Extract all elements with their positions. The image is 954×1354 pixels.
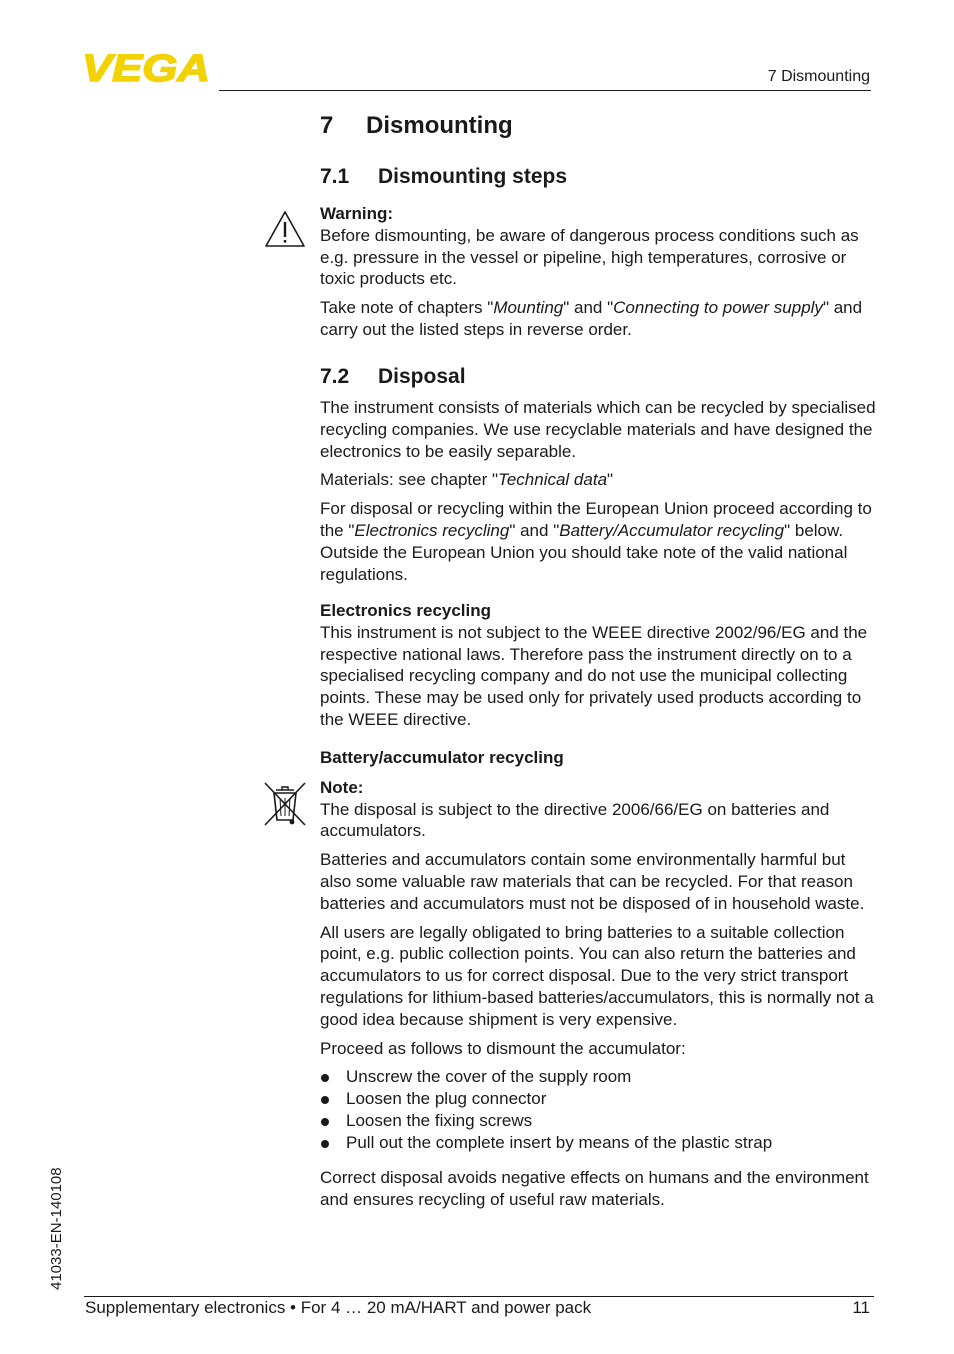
section-number: 7.1	[320, 165, 350, 188]
chapter-number: 7	[320, 112, 334, 139]
battery-paragraph-2: All users are legally obligated to bring batteries to a suitable collection point, e.g. public collection points. You can also return the batteries and accumulators to us for correct disposal. Due to the very strict transport regulations for lithium-based batteries/accumulators, this is normally not a good idea because shipment is very expensive.	[320, 922, 874, 1029]
closing-paragraph: Correct disposal avoids negative effects on humans and the environment and ensures recycling of useful raw materials.	[320, 1168, 869, 1210]
disposal-intro: The instrument consists of materials which can be recycled by specialised recycling companies. We use recyclable materials and have designed the electronics to be easily separable.	[320, 398, 876, 461]
page-number: 11	[852, 1298, 870, 1317]
list-item: Pull out the complete insert by means of the plastic strap	[320, 1132, 876, 1154]
materials-text: "	[607, 470, 614, 490]
section-heading-disposal	[320, 364, 466, 390]
list-item: Loosen the plug connector	[320, 1088, 876, 1110]
ref-technical-data: Technical data	[498, 470, 608, 490]
ref-connecting: Connecting to power supply	[613, 298, 823, 318]
warning-block	[320, 203, 876, 341]
ref-electronics-recycling: Electronics recycling	[354, 520, 510, 540]
battery-heading: Battery/accumulator recycling	[320, 748, 564, 767]
dismount-steps-list	[320, 1066, 876, 1154]
eu-disposal-paragraph	[320, 498, 876, 585]
section-heading-dismounting-steps	[320, 164, 567, 190]
vega-logo	[82, 50, 212, 84]
eu-text: " below. Outside the European Union you should take note of the valid national regulations.	[320, 520, 848, 584]
battery-paragraph-1: Batteries and accumulators contain some environmentally harmful but also some valuable raw materials that can be recycled. For that reason batteries and accumulators must not be disposed of in household waste.	[320, 850, 865, 913]
electronics-heading: Electronics recycling	[320, 601, 492, 620]
eu-text: " and "	[509, 520, 560, 540]
section-title: Disposal	[378, 365, 466, 388]
ref-battery-recycling: Battery/Accumulator recycling	[559, 520, 785, 540]
materials-text: Materials: see chapter "	[320, 470, 499, 490]
header-chapter-label: 7 Dismounting	[767, 68, 870, 85]
warning-label: Warning:	[320, 204, 394, 223]
eu-text: For disposal or recycling within the European Union proceed according to the "	[320, 499, 872, 540]
note-label: Note:	[320, 777, 364, 797]
document-code: 41033-EN-140108	[48, 1167, 65, 1290]
note-text: The disposal is subject to the directive 2006/66/EG on batteries and accumulators.	[320, 799, 830, 841]
reverse-order-note	[320, 297, 876, 341]
note-text: " and "	[563, 298, 614, 318]
warning-triangle-icon	[264, 210, 306, 248]
header-divider	[219, 90, 871, 91]
battery-recycling-block	[320, 747, 876, 1211]
list-item: Unscrew the cover of the supply room	[320, 1066, 876, 1088]
electronics-recycling-block	[320, 600, 876, 731]
logo-text: VEGA	[82, 50, 210, 84]
note-text: Take note of chapters "	[320, 298, 494, 318]
warning-text: Before dismounting, be aware of dangerous process conditions such as e.g. pressure in the vessel or pipeline, high temperatures, corrosive or toxic products etc.	[320, 225, 859, 289]
footer-divider	[84, 1296, 874, 1297]
materials-line	[320, 469, 876, 491]
crossed-out-wheelie-bin-icon	[262, 780, 308, 828]
proceed-text: Proceed as follows to dismount the accumulator:	[320, 1038, 686, 1058]
chapter-title: Dismounting	[366, 112, 513, 139]
list-item: Loosen the fixing screws	[320, 1110, 876, 1132]
section-title: Dismounting steps	[378, 165, 568, 188]
note-text: " and carry out the listed steps in reverse order.	[320, 298, 863, 339]
disposal-block	[320, 397, 876, 585]
ref-mounting: Mounting	[493, 298, 564, 318]
footer-title: Supplementary electronics • For 4 … 20 mA/HART and power pack	[85, 1298, 592, 1317]
electronics-text: This instrument is not subject to the WEEE directive 2002/96/EG and the respective national laws. Therefore pass the instrument directly on to a specialised recycling company and do not use the municipal collecting points. These may be used only for privately used products according to the WEEE directive.	[320, 622, 868, 729]
section-number: 7.2	[320, 365, 350, 388]
chapter-heading	[320, 111, 513, 141]
